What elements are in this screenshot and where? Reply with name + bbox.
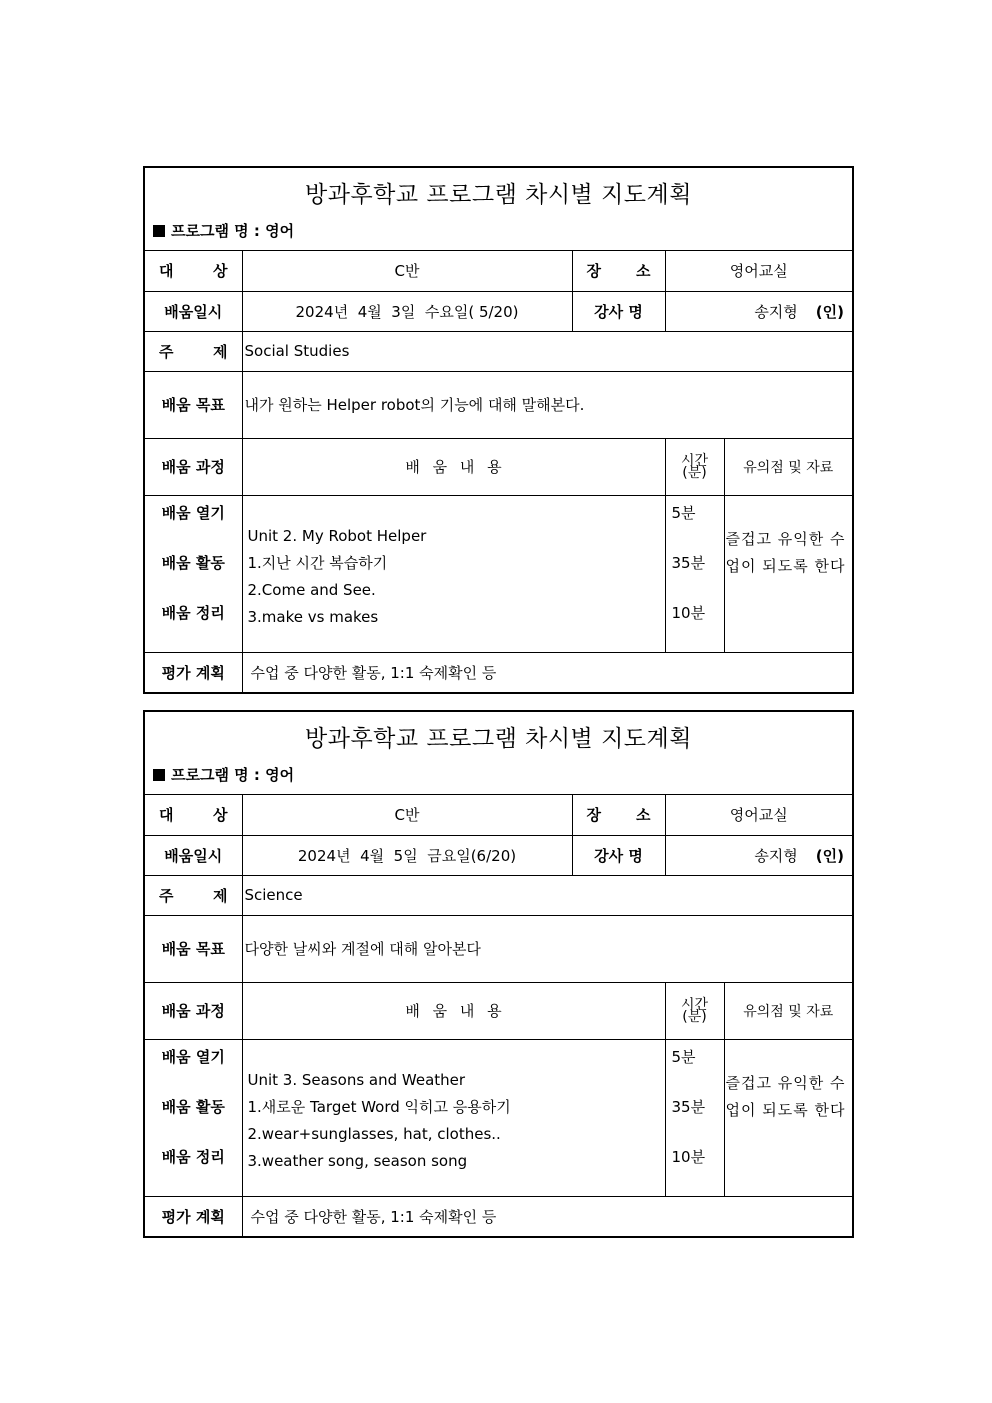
content-line: Unit 3. Seasons and Weather — [247, 1070, 466, 1089]
evaluation-label: 평가 계획 — [145, 652, 242, 692]
square-bullet-icon — [153, 769, 165, 781]
content-line: 2.Come and See. — [247, 580, 376, 599]
program-value: 영어 — [265, 222, 295, 240]
content-header: 배 움 내 용 — [242, 438, 665, 495]
place-label: 장 소 — [572, 795, 665, 835]
goal-label: 배움 목표 — [145, 371, 242, 438]
time-header — [665, 438, 724, 495]
topic-value: Science — [242, 875, 852, 915]
date-label: 배움일시 — [145, 291, 242, 331]
content-header: 배 움 내 용 — [242, 982, 665, 1039]
time-header — [665, 982, 724, 1039]
place-value: 영어교실 — [665, 251, 852, 291]
goal-value: 다양한 날씨와 계절에 대해 알아본다 — [242, 915, 852, 982]
seal-mark: (인) — [815, 846, 844, 865]
time-activity: 35분 — [671, 553, 706, 572]
topic-label: 주 제 — [145, 331, 242, 371]
lesson-plan-1 — [143, 166, 854, 694]
content-line: 2.wear+sunglasses, hat, clothes.. — [247, 1124, 501, 1143]
process-label: 배움 과정 — [145, 438, 242, 495]
topic-label: 주 제 — [145, 875, 242, 915]
plan-title: 방과후학교 프로그램 차시별 지도계획 — [305, 726, 692, 752]
time-open: 5분 — [671, 503, 696, 522]
lesson-plan-2 — [143, 710, 854, 1238]
plan-title: 방과후학교 프로그램 차시별 지도계획 — [305, 182, 692, 208]
time-header-1: 시간 — [680, 452, 709, 469]
time-close: 10분 — [671, 1147, 706, 1166]
content-line: 3.make vs makes — [247, 607, 379, 626]
content-line: 3.weather song, season song — [247, 1151, 468, 1170]
time-activity: 35분 — [671, 1097, 706, 1116]
target-label: 대 상 — [145, 795, 242, 835]
instructor-label: 강사 명 — [572, 291, 665, 331]
goal-label: 배움 목표 — [145, 915, 242, 982]
evaluation-value: 수업 중 다양한 활동, 1:1 숙제확인 등 — [242, 652, 852, 692]
goal-value: 내가 원하는 Helper robot의 기능에 대해 말해본다. — [242, 371, 852, 438]
program-name — [153, 220, 294, 241]
evaluation-value: 수업 중 다양한 활동, 1:1 숙제확인 등 — [242, 1196, 852, 1236]
plan-header — [145, 712, 852, 795]
plan-header — [145, 168, 852, 251]
process-label: 배움 과정 — [145, 982, 242, 1039]
program-label: 프로그램 명 : — [171, 222, 266, 240]
time-close: 10분 — [671, 603, 706, 622]
program-label: 프로그램 명 : — [171, 766, 266, 784]
step-close-label: 배움 정리 — [161, 603, 225, 622]
step-labels — [145, 495, 242, 652]
place-label: 장 소 — [572, 251, 665, 291]
instructor-name: 송지형 — [754, 846, 798, 865]
place-value: 영어교실 — [665, 795, 852, 835]
notes-value: 즐겁고 유익한 수업이 되도록 한다 — [724, 1039, 852, 1196]
step-activity-label: 배움 활동 — [161, 1097, 225, 1116]
topic-value: Social Studies — [242, 331, 852, 371]
lesson-content — [242, 1039, 665, 1196]
content-line: 1.새로운 Target Word 익히고 응용하기 — [247, 1097, 511, 1116]
notes-header: 유의점 및 자료 — [724, 438, 852, 495]
lesson-content — [242, 495, 665, 652]
time-header-2: (분) — [682, 464, 707, 481]
target-value: C반 — [242, 251, 572, 291]
evaluation-label: 평가 계획 — [145, 1196, 242, 1236]
target-label: 대 상 — [145, 251, 242, 291]
instructor-name: 송지형 — [754, 302, 798, 321]
time-open: 5분 — [671, 1047, 696, 1066]
square-bullet-icon — [153, 225, 165, 237]
step-open-label: 배움 열기 — [161, 503, 225, 522]
instructor-value — [665, 291, 852, 331]
step-close-label: 배움 정리 — [161, 1147, 225, 1166]
step-times — [665, 495, 724, 652]
instructor-label: 강사 명 — [572, 835, 665, 875]
program-name — [153, 764, 294, 785]
notes-value: 즐겁고 유익한 수업이 되도록 한다 — [724, 495, 852, 652]
time-header-2: (분) — [682, 1008, 707, 1025]
target-value: C반 — [242, 795, 572, 835]
program-value: 영어 — [265, 766, 295, 784]
content-line: 1.지난 시간 복습하기 — [247, 553, 388, 572]
date-value: 2024년 4월 5일 금요일(6/20) — [242, 835, 572, 875]
step-activity-label: 배움 활동 — [161, 553, 225, 572]
step-labels — [145, 1039, 242, 1196]
content-line: Unit 2. My Robot Helper — [247, 526, 427, 545]
seal-mark: (인) — [815, 302, 844, 321]
notes-header: 유의점 및 자료 — [724, 982, 852, 1039]
plan-table — [145, 795, 852, 1236]
date-value: 2024년 4월 3일 수요일( 5/20) — [242, 291, 572, 331]
step-open-label: 배움 열기 — [161, 1047, 225, 1066]
instructor-value — [665, 835, 852, 875]
step-times — [665, 1039, 724, 1196]
time-header-1: 시간 — [680, 996, 709, 1013]
plan-table — [145, 251, 852, 692]
date-label: 배움일시 — [145, 835, 242, 875]
